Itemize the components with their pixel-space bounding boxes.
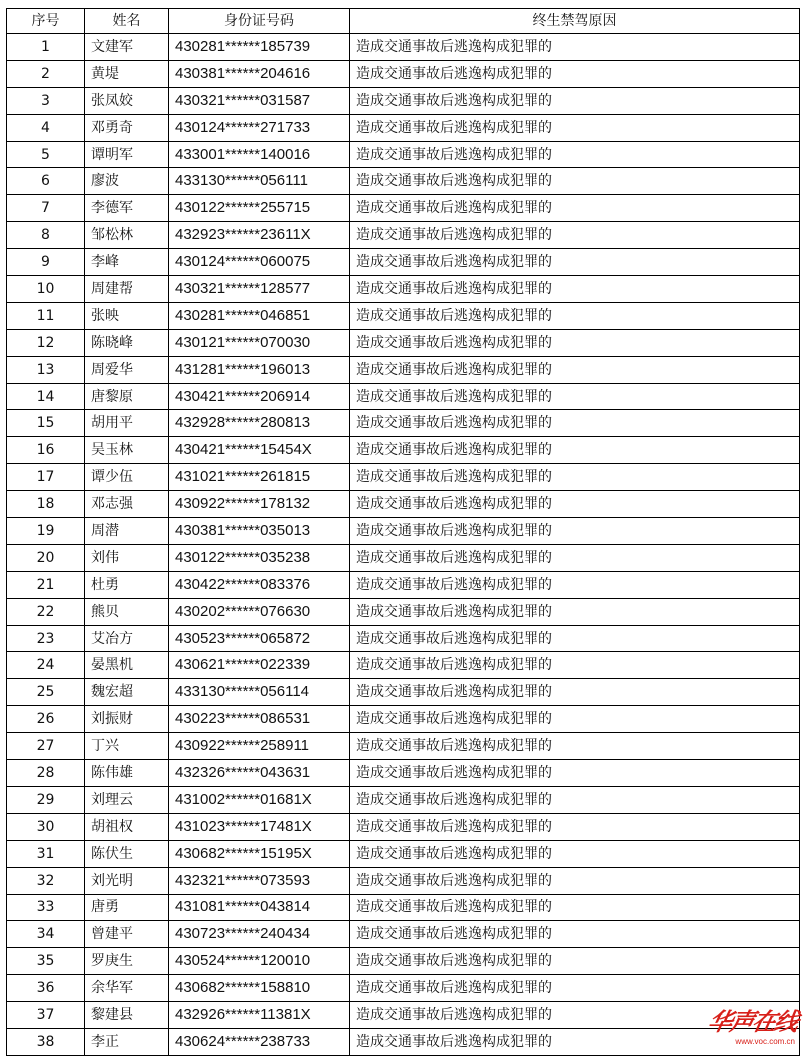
cell-serial-number: 9	[7, 249, 85, 276]
cell-id-number: 430624******238733	[169, 1028, 350, 1055]
cell-name: 刘伟	[85, 544, 169, 571]
header-id-number: 身份证号码	[169, 9, 350, 34]
cell-serial-number: 17	[7, 464, 85, 491]
cell-id-number: 430922******178132	[169, 491, 350, 518]
cell-name: 胡祖权	[85, 813, 169, 840]
table-row	[7, 706, 800, 733]
cell-ban-reason: 造成交通事故后逃逸构成犯罪的	[350, 598, 800, 625]
cell-name: 唐勇	[85, 894, 169, 921]
table-row	[7, 598, 800, 625]
cell-ban-reason: 造成交通事故后逃逸构成犯罪的	[350, 786, 800, 813]
cell-name: 魏宏超	[85, 679, 169, 706]
cell-name: 李峰	[85, 249, 169, 276]
cell-id-number: 430524******120010	[169, 948, 350, 975]
cell-name: 杜勇	[85, 571, 169, 598]
table-row	[7, 867, 800, 894]
cell-id-number: 430682******158810	[169, 975, 350, 1002]
table-row	[7, 544, 800, 571]
cell-name: 邓志强	[85, 491, 169, 518]
table-row	[7, 679, 800, 706]
cell-name: 廖波	[85, 168, 169, 195]
cell-serial-number: 34	[7, 921, 85, 948]
cell-name: 艾冶方	[85, 625, 169, 652]
cell-ban-reason: 造成交通事故后逃逸构成犯罪的	[350, 464, 800, 491]
cell-id-number: 432326******043631	[169, 760, 350, 787]
cell-serial-number: 22	[7, 598, 85, 625]
watermark-url: www.voc.com.cn	[735, 1037, 795, 1046]
cell-serial-number: 15	[7, 410, 85, 437]
cell-name: 周潜	[85, 518, 169, 545]
cell-name: 张映	[85, 302, 169, 329]
cell-name: 邓勇奇	[85, 114, 169, 141]
cell-name: 邹松林	[85, 222, 169, 249]
cell-ban-reason: 造成交通事故后逃逸构成犯罪的	[350, 948, 800, 975]
cell-id-number: 433001******140016	[169, 141, 350, 168]
cell-ban-reason: 造成交通事故后逃逸构成犯罪的	[350, 921, 800, 948]
cell-serial-number: 31	[7, 840, 85, 867]
cell-id-number: 430421******15454X	[169, 437, 350, 464]
table-row	[7, 34, 800, 61]
cell-ban-reason: 造成交通事故后逃逸构成犯罪的	[350, 679, 800, 706]
cell-name: 晏黑机	[85, 652, 169, 679]
cell-serial-number: 25	[7, 679, 85, 706]
cell-name: 刘理云	[85, 786, 169, 813]
table-row	[7, 571, 800, 598]
cell-ban-reason: 造成交通事故后逃逸构成犯罪的	[350, 168, 800, 195]
table-row	[7, 60, 800, 87]
cell-ban-reason: 造成交通事故后逃逸构成犯罪的	[350, 383, 800, 410]
table-row	[7, 168, 800, 195]
cell-id-number: 430381******035013	[169, 518, 350, 545]
cell-ban-reason: 造成交通事故后逃逸构成犯罪的	[350, 733, 800, 760]
cell-serial-number: 30	[7, 813, 85, 840]
cell-ban-reason: 造成交通事故后逃逸构成犯罪的	[350, 544, 800, 571]
table-row	[7, 894, 800, 921]
cell-id-number: 431281******196013	[169, 356, 350, 383]
cell-name: 谭少伍	[85, 464, 169, 491]
cell-ban-reason: 造成交通事故后逃逸构成犯罪的	[350, 652, 800, 679]
cell-serial-number: 13	[7, 356, 85, 383]
cell-id-number: 431023******17481X	[169, 813, 350, 840]
cell-ban-reason: 造成交通事故后逃逸构成犯罪的	[350, 410, 800, 437]
watermark-logo: 华声在线	[705, 1007, 800, 1036]
cell-name: 罗庚生	[85, 948, 169, 975]
cell-id-number: 430281******046851	[169, 302, 350, 329]
cell-serial-number: 18	[7, 491, 85, 518]
cell-id-number: 430381******204616	[169, 60, 350, 87]
table-row	[7, 383, 800, 410]
cell-id-number: 430422******083376	[169, 571, 350, 598]
cell-id-number: 432928******280813	[169, 410, 350, 437]
table-row	[7, 948, 800, 975]
cell-serial-number: 19	[7, 518, 85, 545]
cell-ban-reason: 造成交通事故后逃逸构成犯罪的	[350, 249, 800, 276]
table-row	[7, 276, 800, 303]
cell-serial-number: 8	[7, 222, 85, 249]
table-row	[7, 329, 800, 356]
cell-ban-reason: 造成交通事故后逃逸构成犯罪的	[350, 867, 800, 894]
cell-name: 陈晓峰	[85, 329, 169, 356]
cell-ban-reason: 造成交通事故后逃逸构成犯罪的	[350, 60, 800, 87]
cell-id-number: 430922******258911	[169, 733, 350, 760]
cell-ban-reason: 造成交通事故后逃逸构成犯罪的	[350, 34, 800, 61]
table-row	[7, 410, 800, 437]
cell-ban-reason: 造成交通事故后逃逸构成犯罪的	[350, 329, 800, 356]
cell-serial-number: 7	[7, 195, 85, 222]
cell-name: 曾建平	[85, 921, 169, 948]
cell-ban-reason: 造成交通事故后逃逸构成犯罪的	[350, 276, 800, 303]
cell-serial-number: 1	[7, 34, 85, 61]
cell-ban-reason: 造成交通事故后逃逸构成犯罪的	[350, 222, 800, 249]
cell-ban-reason: 造成交通事故后逃逸构成犯罪的	[350, 1028, 800, 1055]
cell-name: 张凤姣	[85, 87, 169, 114]
cell-id-number: 430421******206914	[169, 383, 350, 410]
cell-serial-number: 32	[7, 867, 85, 894]
cell-name: 刘振财	[85, 706, 169, 733]
banned-drivers-table	[6, 8, 800, 1056]
cell-id-number: 431021******261815	[169, 464, 350, 491]
cell-name: 李正	[85, 1028, 169, 1055]
cell-serial-number: 6	[7, 168, 85, 195]
table-row	[7, 249, 800, 276]
table-row	[7, 302, 800, 329]
cell-ban-reason: 造成交通事故后逃逸构成犯罪的	[350, 87, 800, 114]
header-serial-number: 序号	[7, 9, 85, 34]
table-row	[7, 625, 800, 652]
table-header-row	[7, 9, 800, 34]
table-row	[7, 786, 800, 813]
cell-id-number: 430202******076630	[169, 598, 350, 625]
cell-id-number: 430723******240434	[169, 921, 350, 948]
table-row	[7, 195, 800, 222]
cell-name: 黎建县	[85, 1002, 169, 1029]
cell-id-number: 430321******031587	[169, 87, 350, 114]
cell-id-number: 431081******043814	[169, 894, 350, 921]
cell-serial-number: 26	[7, 706, 85, 733]
cell-id-number: 430121******070030	[169, 329, 350, 356]
cell-serial-number: 12	[7, 329, 85, 356]
table-row	[7, 222, 800, 249]
table-row	[7, 652, 800, 679]
cell-name: 余华军	[85, 975, 169, 1002]
cell-ban-reason: 造成交通事故后逃逸构成犯罪的	[350, 141, 800, 168]
cell-ban-reason: 造成交通事故后逃逸构成犯罪的	[350, 1002, 800, 1029]
table-row	[7, 518, 800, 545]
cell-id-number: 430523******065872	[169, 625, 350, 652]
table-row	[7, 141, 800, 168]
cell-name: 周爱华	[85, 356, 169, 383]
cell-name: 陈伟雄	[85, 760, 169, 787]
cell-ban-reason: 造成交通事故后逃逸构成犯罪的	[350, 356, 800, 383]
cell-name: 周建帮	[85, 276, 169, 303]
table-row	[7, 1002, 800, 1029]
cell-id-number: 430321******128577	[169, 276, 350, 303]
cell-serial-number: 5	[7, 141, 85, 168]
table-row	[7, 1028, 800, 1055]
cell-serial-number: 2	[7, 60, 85, 87]
table-row	[7, 491, 800, 518]
cell-id-number: 430124******271733	[169, 114, 350, 141]
cell-serial-number: 24	[7, 652, 85, 679]
cell-ban-reason: 造成交通事故后逃逸构成犯罪的	[350, 760, 800, 787]
cell-serial-number: 33	[7, 894, 85, 921]
cell-id-number: 433130******056114	[169, 679, 350, 706]
cell-id-number: 430223******086531	[169, 706, 350, 733]
table-row	[7, 87, 800, 114]
cell-id-number: 430122******035238	[169, 544, 350, 571]
cell-ban-reason: 造成交通事故后逃逸构成犯罪的	[350, 571, 800, 598]
cell-ban-reason: 造成交通事故后逃逸构成犯罪的	[350, 706, 800, 733]
cell-name: 黄堤	[85, 60, 169, 87]
table-row	[7, 437, 800, 464]
cell-serial-number: 37	[7, 1002, 85, 1029]
cell-serial-number: 16	[7, 437, 85, 464]
cell-name: 刘光明	[85, 867, 169, 894]
cell-ban-reason: 造成交通事故后逃逸构成犯罪的	[350, 518, 800, 545]
cell-serial-number: 21	[7, 571, 85, 598]
cell-id-number: 430124******060075	[169, 249, 350, 276]
cell-ban-reason: 造成交通事故后逃逸构成犯罪的	[350, 975, 800, 1002]
cell-name: 丁兴	[85, 733, 169, 760]
table-row	[7, 813, 800, 840]
cell-serial-number: 4	[7, 114, 85, 141]
cell-ban-reason: 造成交通事故后逃逸构成犯罪的	[350, 813, 800, 840]
table-row	[7, 464, 800, 491]
table-body	[7, 34, 800, 1056]
cell-ban-reason: 造成交通事故后逃逸构成犯罪的	[350, 840, 800, 867]
cell-serial-number: 11	[7, 302, 85, 329]
cell-serial-number: 20	[7, 544, 85, 571]
cell-id-number: 430621******022339	[169, 652, 350, 679]
cell-ban-reason: 造成交通事故后逃逸构成犯罪的	[350, 625, 800, 652]
cell-id-number: 431002******01681X	[169, 786, 350, 813]
table-row	[7, 733, 800, 760]
cell-serial-number: 28	[7, 760, 85, 787]
table-row	[7, 114, 800, 141]
cell-name: 唐黎原	[85, 383, 169, 410]
cell-id-number: 433130******056111	[169, 168, 350, 195]
cell-id-number: 430682******15195X	[169, 840, 350, 867]
cell-serial-number: 10	[7, 276, 85, 303]
cell-ban-reason: 造成交通事故后逃逸构成犯罪的	[350, 894, 800, 921]
table-row	[7, 975, 800, 1002]
table-row	[7, 840, 800, 867]
cell-serial-number: 35	[7, 948, 85, 975]
cell-serial-number: 29	[7, 786, 85, 813]
cell-name: 陈伏生	[85, 840, 169, 867]
cell-id-number: 430281******185739	[169, 34, 350, 61]
table-row	[7, 921, 800, 948]
cell-serial-number: 36	[7, 975, 85, 1002]
cell-name: 文建军	[85, 34, 169, 61]
cell-name: 李德军	[85, 195, 169, 222]
header-name: 姓名	[85, 9, 169, 34]
cell-name: 吴玉林	[85, 437, 169, 464]
cell-id-number: 432923******23611X	[169, 222, 350, 249]
table-row	[7, 356, 800, 383]
cell-ban-reason: 造成交通事故后逃逸构成犯罪的	[350, 437, 800, 464]
cell-serial-number: 3	[7, 87, 85, 114]
cell-id-number: 432321******073593	[169, 867, 350, 894]
cell-serial-number: 14	[7, 383, 85, 410]
cell-name: 熊贝	[85, 598, 169, 625]
cell-ban-reason: 造成交通事故后逃逸构成犯罪的	[350, 195, 800, 222]
cell-serial-number: 23	[7, 625, 85, 652]
header-ban-reason: 终生禁驾原因	[350, 9, 800, 34]
cell-serial-number: 38	[7, 1028, 85, 1055]
cell-name: 谭明军	[85, 141, 169, 168]
cell-serial-number: 27	[7, 733, 85, 760]
table-row	[7, 760, 800, 787]
cell-id-number: 430122******255715	[169, 195, 350, 222]
cell-id-number: 432926******11381X	[169, 1002, 350, 1029]
cell-ban-reason: 造成交通事故后逃逸构成犯罪的	[350, 491, 800, 518]
cell-ban-reason: 造成交通事故后逃逸构成犯罪的	[350, 302, 800, 329]
cell-name: 胡用平	[85, 410, 169, 437]
cell-ban-reason: 造成交通事故后逃逸构成犯罪的	[350, 114, 800, 141]
